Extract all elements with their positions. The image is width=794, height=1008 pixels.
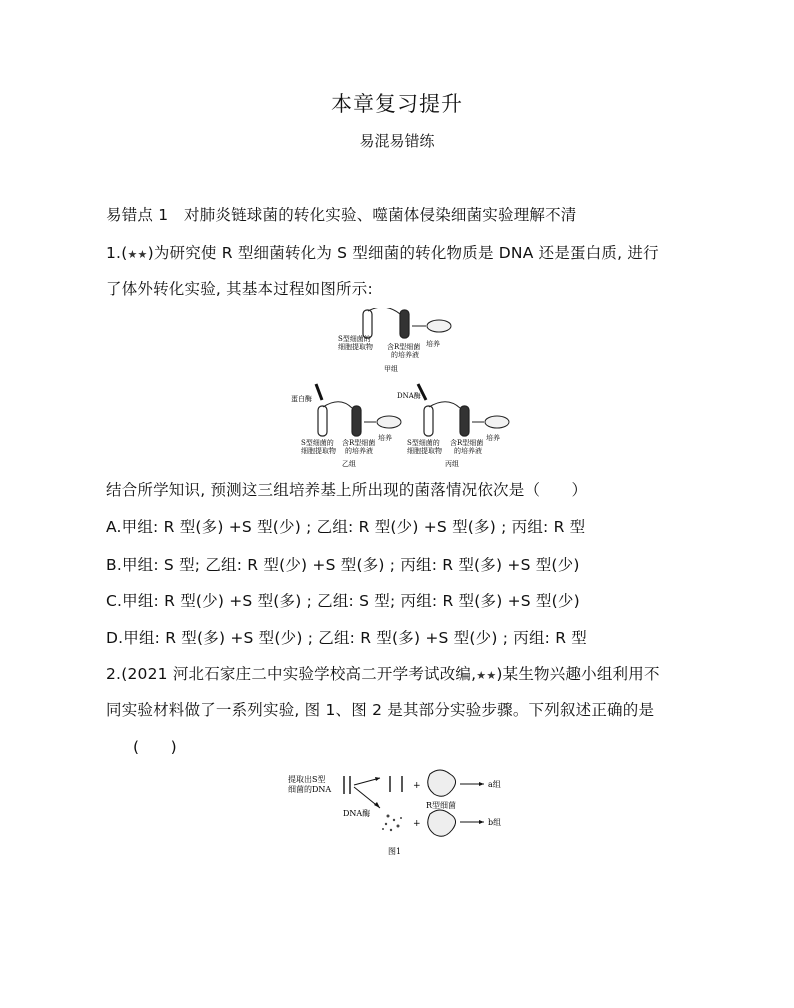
group-jia-label: 甲组 <box>384 365 398 373</box>
yi-label-right-2: 的培养液 <box>345 447 373 455</box>
yi-tube-r-culture <box>352 406 361 436</box>
bing-label-right-1: 含R型细菌 <box>450 439 484 447</box>
difficulty-star-icon: ★★ <box>127 248 148 261</box>
plus-sign-b: + <box>413 819 421 829</box>
arrow-head-intact <box>375 777 380 781</box>
q1-text-line1: 为研究使 R 型细菌转化为 S 型细菌的转化物质是 DNA 还是蛋白质, 进行 <box>153 244 659 262</box>
digested-dna-fragments <box>382 815 402 832</box>
jia-tube-r-culture <box>400 310 409 338</box>
group-jia-figure <box>338 308 451 373</box>
r-bacteria-cluster-a <box>428 770 456 796</box>
enzyme-dna-label: DNA酶 <box>397 392 421 400</box>
difficulty-star-icon: ★★ <box>476 669 497 682</box>
dna-enzyme-label: DNA酶 <box>343 809 371 818</box>
jia-tube-s-extract <box>363 310 372 338</box>
group-yi-label: 乙组 <box>342 460 356 468</box>
enzyme-protein-label: 蛋白酶 <box>291 395 312 403</box>
q1-number: 1. <box>106 244 122 262</box>
jia-transfer-arrow <box>368 308 400 314</box>
q2-line2: 同实验材料做了一系列实验, 图 1、图 2 是其部分实验步骤。下列叙述正确的是 <box>106 701 655 719</box>
q1-option-d: D.甲组: R 型(多) +S 型(少) ; 乙组: R 型(多) +S 型(少) ; 丙组: R 型 <box>106 629 587 647</box>
figure-1-caption: 图1 <box>388 847 402 856</box>
q2-number: 2. <box>106 665 122 683</box>
yi-dropper <box>316 384 322 400</box>
q2-blank: ( ) <box>133 738 177 756</box>
yi-label-right-1: 含R型细菌 <box>342 439 376 447</box>
jia-label-right-1: 含R型细菌 <box>387 343 421 351</box>
yi-transfer-arrow <box>323 402 352 408</box>
jia-label-culture: 培养 <box>426 340 440 348</box>
q1-option-c: C.甲组: R 型(少) +S 型(多) ; 乙组: S 型; 丙组: R 型(多) +S 型(少) <box>106 592 580 610</box>
r-bacteria-label: R型细菌 <box>426 801 457 810</box>
yi-label-left-1: S型细菌的 <box>301 439 334 447</box>
q1-line1: 1.(★★)为研究使 R 型细菌转化为 S 型细菌的转化物质是 DNA 还是蛋白质, 进行 <box>106 244 659 262</box>
jia-petri-dish <box>427 320 451 332</box>
page-title: 本章复习提升 <box>331 92 463 116</box>
yi-petri-dish <box>377 416 401 428</box>
r-bacteria-cluster-b <box>428 810 456 836</box>
q1-stem: 结合所学知识, 预测这三组培养基上所出现的菌落情况依次是（ ） <box>106 481 588 499</box>
q1-option-a: A.甲组: R 型(多) +S 型(少) ; 乙组: R 型(少) +S 型(多) ; 丙组: R 型 <box>106 518 586 536</box>
yi-label-left-2: 细胞提取物 <box>301 447 336 455</box>
jia-label-right-2: 的培养液 <box>391 351 419 359</box>
bing-petri-dish <box>485 416 509 428</box>
arrow-head-group-b <box>479 820 484 824</box>
jia-label-left-1: S型细菌的 <box>338 335 371 343</box>
bing-tube-r-culture <box>460 406 469 436</box>
jia-label-left-2: 细胞提取物 <box>338 343 373 351</box>
extract-label-1: 提取出S型 <box>288 775 326 784</box>
q2-source-text: (2021 河北石家庄二中实验学校高二开学考试改编, <box>121 665 477 683</box>
bing-label-right-2: 的培养液 <box>454 447 482 455</box>
q2-line1 <box>106 662 660 684</box>
q1-option-b: B.甲组: S 型; 乙组: R 型(少) +S 型(多) ; 丙组: R 型(多) +S 型(少) <box>106 556 580 574</box>
group-a-label: a组 <box>488 780 501 789</box>
bing-transfer-arrow <box>429 402 460 408</box>
bing-label-left-1: S型细菌的 <box>407 439 440 447</box>
group-bing-figure <box>397 384 509 468</box>
page-subtitle: 易混易错练 <box>359 132 435 150</box>
q2-figure-1 <box>288 768 518 860</box>
extract-label-2: 细菌的DNA <box>288 785 332 794</box>
bing-label-left-2: 细胞提取物 <box>407 447 442 455</box>
group-bing-label: 丙组 <box>445 460 459 468</box>
arrow-head-group-a <box>479 782 484 786</box>
group-yi-figure <box>291 384 401 468</box>
group-b-label: b组 <box>488 818 502 827</box>
yi-label-culture: 培养 <box>378 434 392 442</box>
yi-tube-s-extract <box>318 406 327 436</box>
q2-text-line1-b: )某生物兴趣小组利用不 <box>496 665 660 683</box>
q1-line2: 了体外转化实验, 其基本过程如图所示: <box>106 280 373 298</box>
bing-label-culture: 培养 <box>486 434 500 442</box>
arrow-head-digested <box>374 802 380 808</box>
plus-sign-a: + <box>413 781 421 791</box>
section-heading: 易错点 1 对肺炎链球菌的转化实验、噬菌体侵染细菌实验理解不清 <box>106 206 577 224</box>
q1-experiment-figure <box>290 308 520 470</box>
bing-tube-s-extract <box>424 406 433 436</box>
